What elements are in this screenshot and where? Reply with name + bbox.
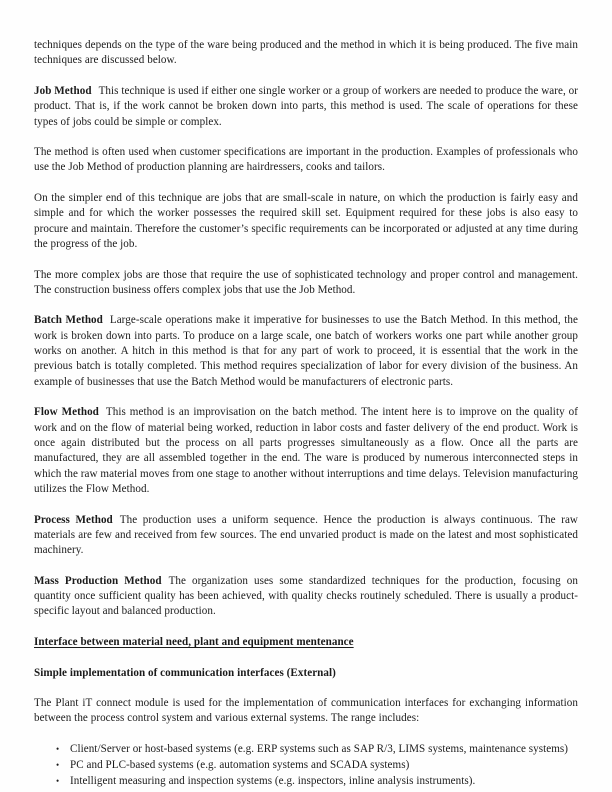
bullet-icon: • (56, 775, 60, 786)
heading-interface-section: Interface between material need, plant and equipment mentenance (34, 636, 354, 648)
list-item-label: Client/Server or host-based systems (e.g. ERP systems such as SAP R/3, LIMS systems, maintenance systems) (70, 742, 569, 755)
mass-production-lead-label: Mass Production Method (34, 574, 162, 587)
paragraph-interface-intro: The Plant iT connect module is used for the implementation of communication interfaces for exchanging information between the process control system and various external systems. The range includes: (34, 697, 578, 725)
paragraph-job-method (34, 84, 578, 130)
job-method-lead-label: Job Method (34, 84, 92, 97)
document-body (34, 38, 578, 789)
paragraph-flow-method (34, 405, 578, 497)
communication-interfaces-list (34, 742, 578, 789)
bullet-icon: • (56, 743, 60, 754)
bullet-icon: • (56, 759, 60, 770)
list-item (34, 758, 578, 773)
flow-method-lead-label: Flow Method (34, 406, 99, 419)
list-item-label: Intelligent measuring and inspection systems (e.g. inspectors, inline analysis instruments). (70, 774, 476, 787)
paragraph-mass-production-method (34, 574, 578, 620)
process-method-body-text: The production uses a uniform sequence. Hence the production is always continuous. The raw materials are few and received from few sources. The end unvaried product is made on the latest and most sophisticated machinery. (34, 513, 578, 557)
mass-production-body-text: The organization uses some standardized techniques for the production, focusing on quantity once sufficient quality has been achieved, with quality checks routinely scheduled. There is usually a product-specific layout and balanced production. (34, 574, 578, 618)
flow-method-body-text: This method is an improvisation on the batch method. The intent here is to improve on the quality of work and on the flow of material being worked, reduction in labor costs and faster delivery of the end product. Work is once again distributed but the process on all parts progresses simultaneously as a flow. Once all the parts are manufactured, they are all assembled together in the end. The ware is produced by numerous interconnected steps in which the raw material moves from one stage to another without interruptions and time delays. Television manufacturing utilizes the Flow Method. (34, 406, 578, 496)
process-method-lead-label: Process Method (34, 513, 113, 526)
paragraph-job-method-3: On the simpler end of this technique are jobs that are small-scale in nature, on which the production is fairly easy and simple and for which the worker possesses the required skill set. Equipment required for these jobs is also easy to procure and maintain. Therefore the customer’s specific requirements can be incorporated or adjusted at any time during the progress of the job. (34, 191, 578, 250)
batch-method-lead-label: Batch Method (34, 314, 103, 327)
list-item (34, 774, 578, 789)
list-item (34, 742, 578, 757)
paragraph-intro-continuation: techniques depends on the type of the ware being produced and the method in which it is being produced. The five main techniques are discussed below. (34, 39, 578, 67)
paragraph-job-method-2: The method is often used when customer specifications are important in the production. Examples of professionals who use the Job Method of production planning are hairdressers, cooks and tailors. (34, 146, 578, 174)
paragraph-process-method (34, 513, 578, 559)
paragraph-job-method-4: The more complex jobs are those that require the use of sophisticated technology and proper control and management. The construction business offers complex jobs that use the Job Method. (34, 268, 578, 296)
job-method-body-text: This technique is used if either one single worker or a group of workers are needed to produce the ware, or product. That is, if the work cannot be broken down into parts, this method is used. The scale of operations for these types of jobs could be simple or complex. (34, 84, 578, 128)
paragraph-batch-method (34, 313, 578, 390)
batch-method-body-text: Large-scale operations make it imperative for businesses to use the Batch Method. In this method, the work is broken down into parts. To produce on a large scale, one batch of workers works one part while another group works on another. A hitch in this method is that for any part of work to proceed, it is essential that the work in the previous batch is totally completed. This method requires specialization of labor for every division of the business. An example of businesses that use the Batch Method would be manufacturers of electronic parts. (34, 314, 578, 388)
heading-simple-implementation: Simple implementation of communication interfaces (External) (34, 666, 336, 679)
list-item-label: PC and PLC-based systems (e.g. automation systems and SCADA systems) (70, 758, 410, 771)
